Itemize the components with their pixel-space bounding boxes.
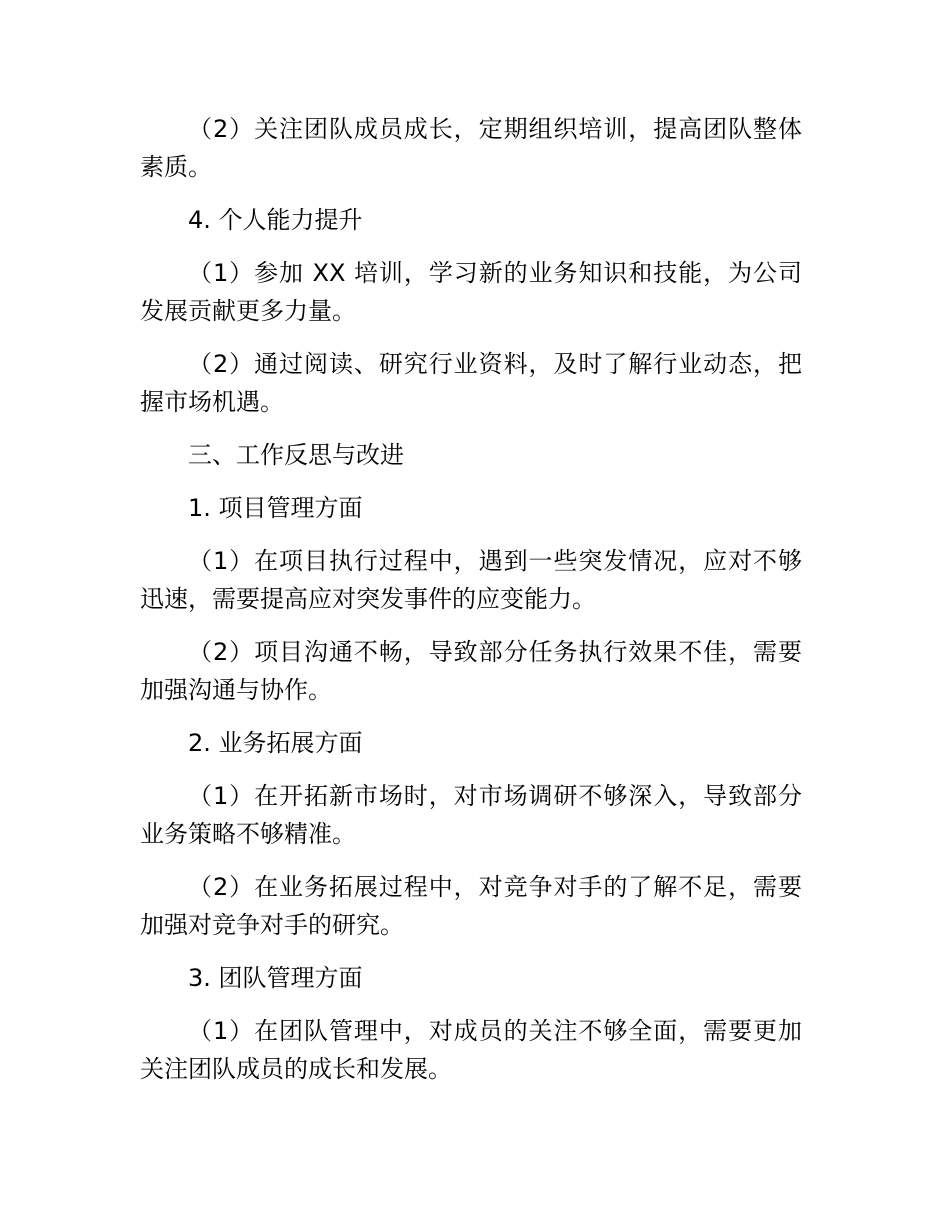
paragraph-communication: （2）项目沟通不畅，导致部分任务执行效果不佳，需要加强沟通与协作。 xyxy=(140,638,802,704)
section-heading-team-management: 3. 团队管理方面 xyxy=(188,964,363,992)
document-body xyxy=(140,110,802,1103)
section-heading-business-expansion: 2. 业务拓展方面 xyxy=(188,729,363,757)
paragraph-industry-research: （2）通过阅读、研究行业资料，及时了解行业动态，把握市场机遇。 xyxy=(140,350,802,416)
paragraph-emergency-response: （1）在项目执行过程中，遇到一些突发情况，应对不够迅速，需要提高应对突发事件的应变能力。 xyxy=(140,547,802,613)
paragraph-market-research: （1）在开拓新市场时，对市场调研不够深入，导致部分业务策略不够精准。 xyxy=(140,782,802,848)
section-heading-project-management: 1. 项目管理方面 xyxy=(188,494,363,522)
chapter-heading-reflection: 三、工作反思与改进 xyxy=(188,441,404,469)
paragraph-competitor-study: （2）在业务拓展过程中，对竞争对手的了解不足，需要加强对竞争对手的研究。 xyxy=(140,873,802,939)
section-heading-personal-ability: 4. 个人能力提升 xyxy=(188,206,363,234)
paragraph-member-attention: （1）在团队管理中，对成员的关注不够全面，需要更加关注团队成员的成长和发展。 xyxy=(140,1017,802,1083)
paragraph-team-growth: （2）关注团队成员成长，定期组织培训，提高团队整体素质。 xyxy=(140,115,802,181)
paragraph-training: （1）参加 XX 培训，学习新的业务知识和技能，为公司发展贡献更多力量。 xyxy=(140,259,802,325)
